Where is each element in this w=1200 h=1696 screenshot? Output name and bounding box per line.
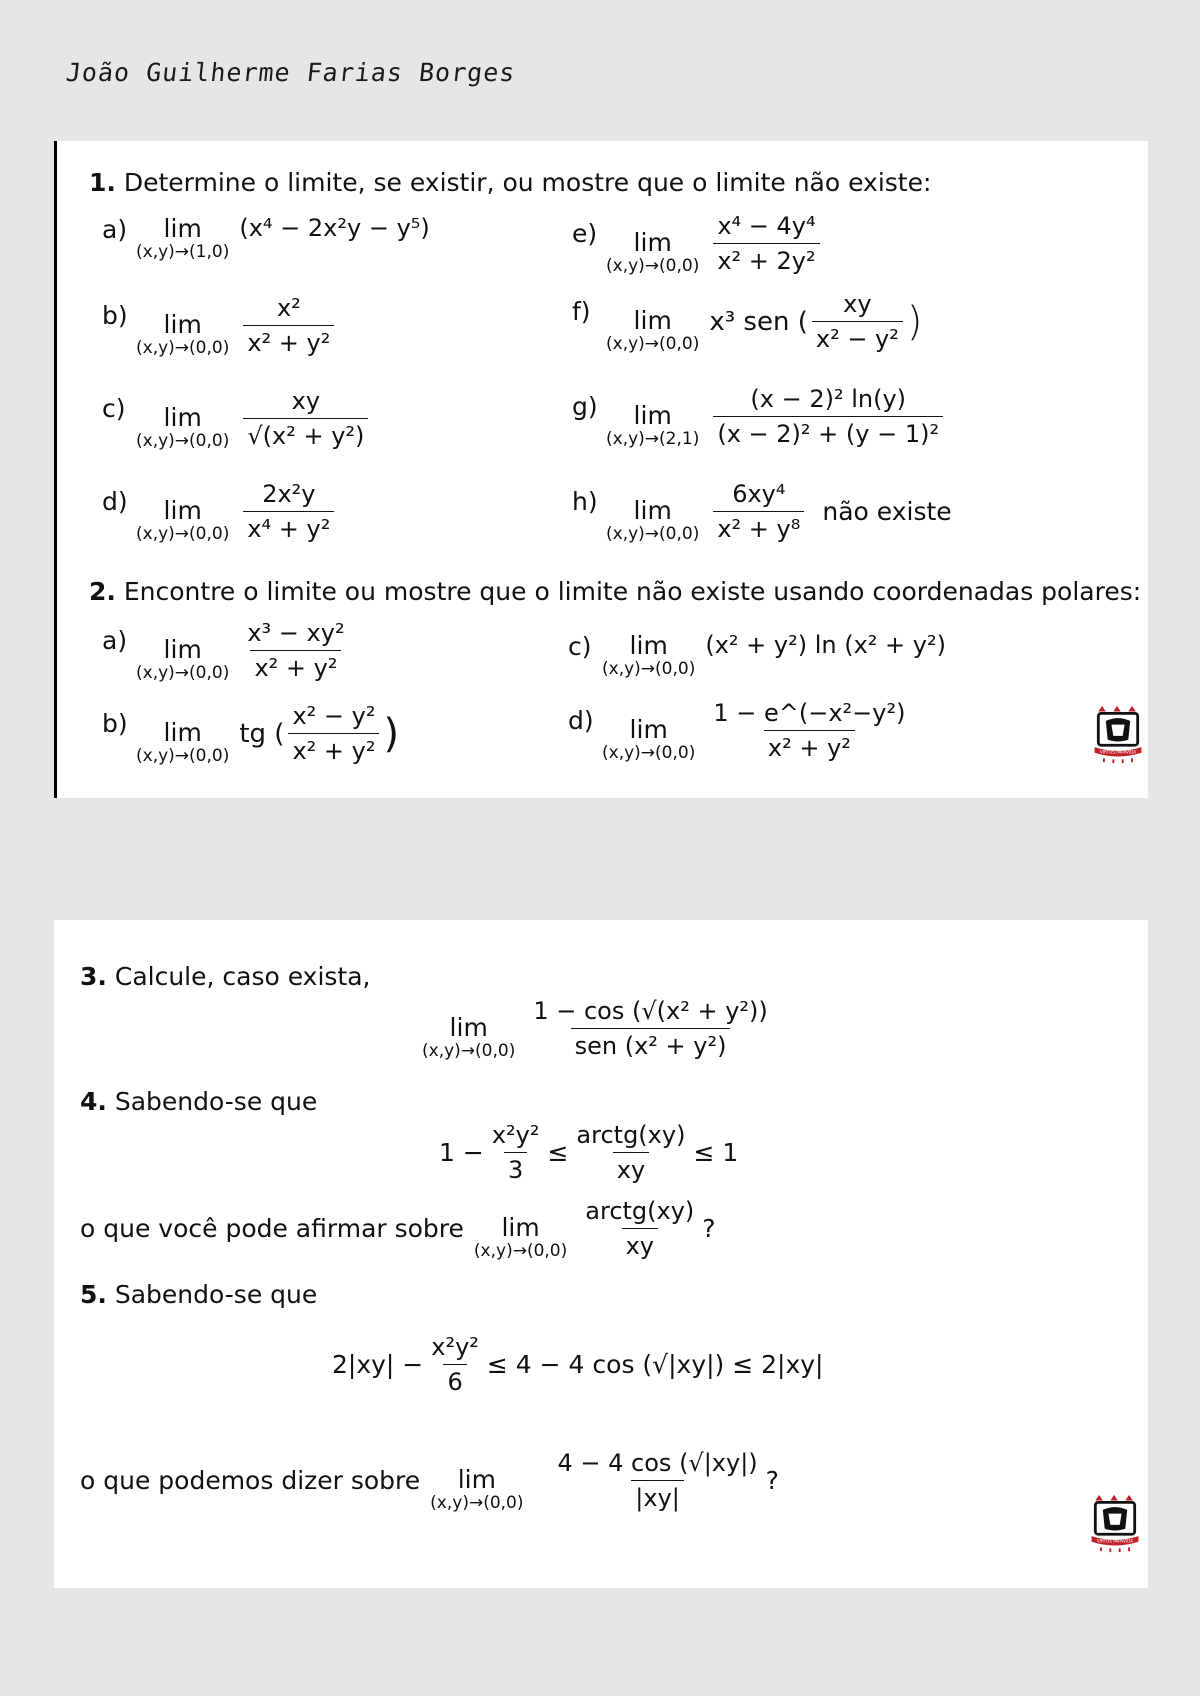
item-1a: a) lim (x,y)→(1,0) (x⁴ − 2x²y − y⁵) (102, 214, 430, 262)
item-1f: f) lim (x,y)→(0,0) x³ sen ( $\frac{xy}{\text{x² − y²}}$ ) (572, 290, 923, 354)
question-5-heading: 5. Sabendo-se que (80, 1280, 318, 1309)
university-crest-icon (1089, 704, 1147, 764)
item-2a: a) lim (x,y)→(0,0) $\frac{\text{x³ − xy²}}{\text{x² + y²}}$ (102, 619, 345, 683)
svg-text:VIRTUS IMPAVIDA: VIRTUS IMPAVIDA (1096, 1538, 1134, 1544)
svg-text:VIRTUS IMPAVIDA: VIRTUS IMPAVIDA (1099, 749, 1137, 755)
item-1h: h) lim (x,y)→(0,0) $\frac{\text{6xy⁴}}{\text{x² + y⁸}}$ não existe (572, 480, 952, 544)
question-5-question: o que podemos dizer sobre lim (x,y)→(0,0) $\frac{4 - 4 \cos (√|xy|)}{|xy|}$ ? (80, 1449, 779, 1513)
item-2b: b) lim (x,y)→(0,0) tg ( $\frac{\text{x² − y²}}{\text{x² + y²}}$ ) (102, 702, 400, 766)
item-2d: d) lim (x,y)→(0,0) $\frac{\text{1 − e\textasciicircum{}(−x²−y²)}}{\text{x² + y²}}$ (568, 699, 906, 763)
question-3-heading: 3. Calcule, caso exista, (80, 962, 371, 991)
author-signature: João Guilherme Farias Borges (64, 58, 517, 87)
question-1-heading: 1. Determine o limite, se existir, ou mostre que o limite não existe: (89, 168, 932, 197)
item-1b: b) lim (x,y)→(0,0) $\frac{\text{x²}}{\text{x² + y²}}$ (102, 293, 338, 358)
item-2c: c) lim (x,y)→(0,0) (x² + y²) ln (x² + y²) (568, 631, 946, 679)
question-5-inequality: 2|xy| − $\frac{\text{x²y²}}{6}$ ≤ 4 − 4 cos (√|xy|) ≤ 2|xy| (332, 1333, 824, 1396)
item-1c: c) lim (x,y)→(0,0) $\frac{xy}{\text{√(x² + y²)}}$ (102, 386, 372, 451)
question-2-heading: 2. Encontre o limite ou mostre que o limite não existe usando coordenadas polares: (89, 577, 1142, 606)
question-4-inequality: 1 − $\frac{\text{x²y²}}{3}$ ≤ $\frac{\text{arctg(xy)}}{xy}$ ≤ 1 (439, 1121, 739, 1184)
question-3-formula: lim (x,y)→(0,0) $\frac{\text{1 − cos (√(x² + y²))}}{\text{sen (x² + y²)}}$ (422, 997, 768, 1061)
exercise-sheet-2 (54, 920, 1148, 1588)
item-1d: d) lim (x,y)→(0,0) $\frac{\text{2x²y}}{\text{x⁴ + y²}}$ (102, 479, 338, 544)
item-1e: e) lim (x,y)→(0,0) $\frac{\text{x⁴ − 4y⁴}}{\text{x² + 2y²}}$ (572, 211, 824, 276)
exercise-sheet-1 (54, 141, 1148, 798)
question-4-heading: 4. Sabendo-se que (80, 1087, 318, 1116)
university-crest-icon (1086, 1493, 1144, 1553)
question-4-question: o que você pode afirmar sobre lim (x,y)→(0,0) $\frac{\text{arctg(xy)}}{xy}$ ? (80, 1197, 716, 1261)
item-1g: g) lim (x,y)→(2,1) $\frac{\text{(x − 2)² ln(y)}}{\text{(x − 2)² + (y − 1)²}}$ (572, 384, 947, 449)
